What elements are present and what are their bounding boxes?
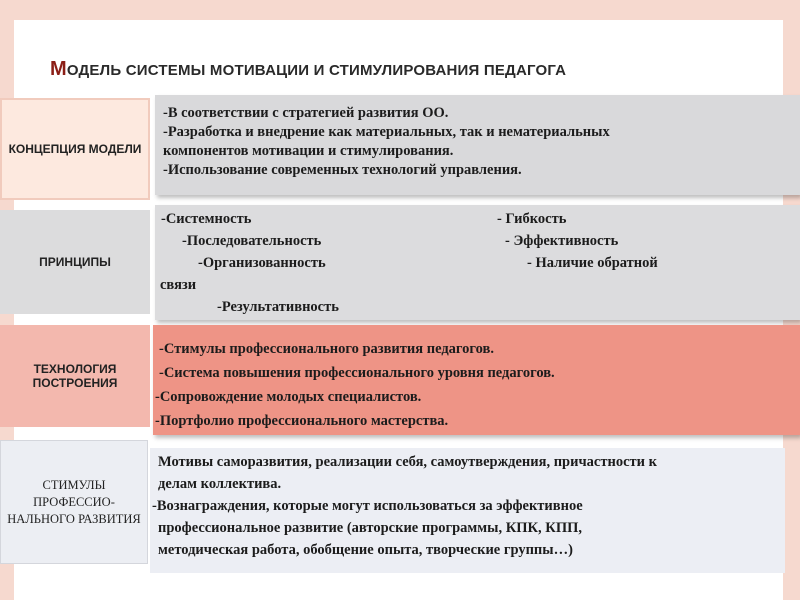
principles-label: ПРИНЦИПЫ: [0, 210, 150, 314]
stimuli-line: профессиональное развитие (авторские программы, КПК, КПП,: [158, 520, 582, 536]
principle-item: -Последовательность: [182, 233, 322, 249]
stimuli-line: -Вознаграждения, которые могут использоваться за эффективное: [152, 498, 583, 514]
stimuli-line: делам коллектива.: [158, 476, 282, 492]
principle-item: связи: [160, 277, 197, 293]
concept-line: -Использование современных технологий управления.: [163, 162, 522, 178]
technology-line: -Стимулы профессионального развития педагогов.: [159, 341, 494, 357]
stimuli-line: Мотивы саморазвития, реализации себя, самоутверждения, причастности к: [158, 454, 657, 470]
technology-line: -Система повышения профессионального уровня педагогов.: [159, 365, 555, 381]
principle-item: - Наличие обратной: [527, 255, 658, 271]
concept-line: -Разработка и внедрение как материальных, так и нематериальных: [163, 124, 610, 140]
slide-title-first-letter: М: [50, 58, 67, 80]
concept-line: -В соответствии с стратегией развития ОО.: [163, 105, 449, 121]
principle-item: -Организованность: [198, 255, 326, 271]
principle-item: - Эффективность: [505, 233, 619, 249]
stimuli-label: СТИМУЛЫ ПРОФЕССИО-НАЛЬНОГО РАЗВИТИЯ: [0, 440, 148, 564]
technology-line: -Сопровождение молодых специалистов.: [155, 389, 422, 405]
principle-item: -Результативность: [217, 299, 339, 315]
principle-item: -Системность: [161, 211, 252, 227]
concept-content: [155, 95, 800, 195]
principles-content: [155, 205, 800, 320]
technology-line: -Портфолио профессионального мастерства.: [155, 413, 449, 429]
principle-item: - Гибкость: [497, 211, 567, 227]
decorative-frame-top: [0, 0, 800, 20]
concept-line: компонентов мотивации и стимулирования.: [163, 143, 454, 159]
slide-title-rest: ОДЕЛЬ СИСТЕМЫ МОТИВАЦИИ И СТИМУЛИРОВАНИЯ ПЕДАГОГА: [66, 62, 567, 79]
technology-label: ТЕХНОЛОГИЯ ПОСТРОЕНИЯ: [0, 325, 150, 427]
stimuli-content: [150, 448, 785, 573]
stimuli-line: методическая работа, обобщение опыта, творческие группы…): [158, 542, 573, 558]
concept-label: КОНЦЕПЦИЯ МОДЕЛИ: [0, 98, 150, 200]
technology-content: [153, 325, 800, 435]
slide-title: [50, 58, 566, 81]
